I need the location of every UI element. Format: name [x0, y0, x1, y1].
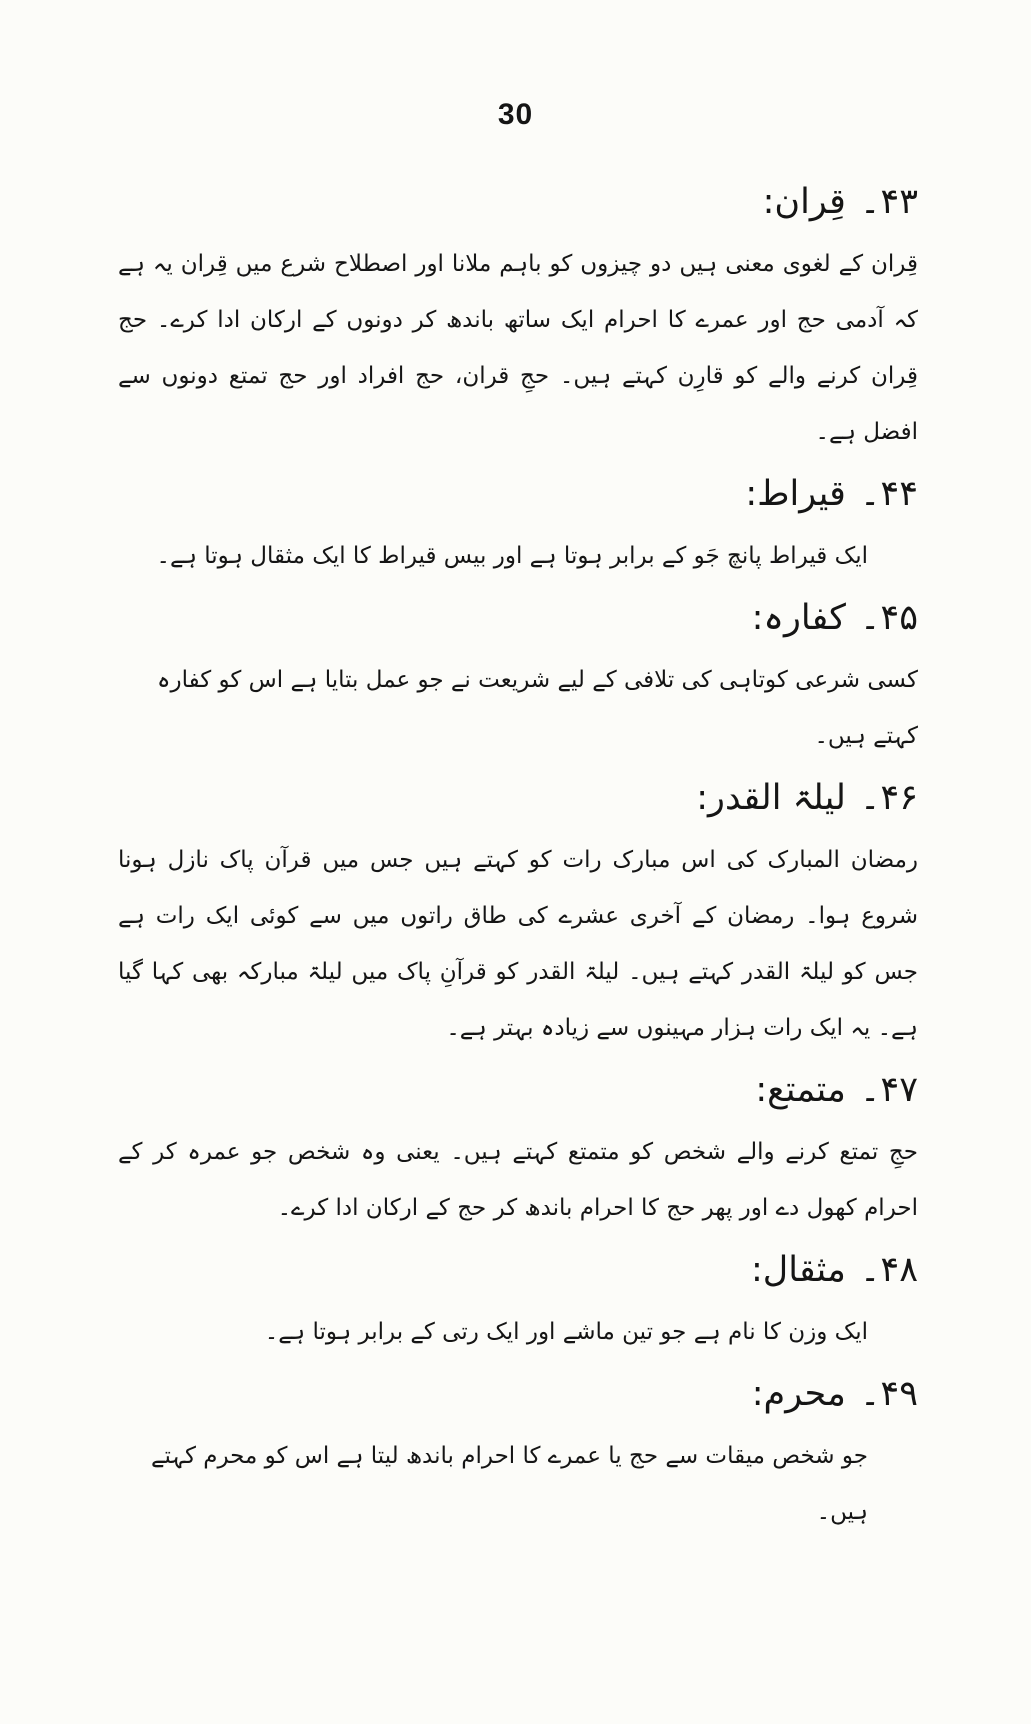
section-heading: [118, 590, 918, 652]
section-heading: [118, 770, 918, 832]
section-text: کسی شرعی کوتاہی کی تلافی کے لیے شریعت نے جو عمل بتایا ہے اس کو کفارہ کہتے ہیں۔: [157, 667, 918, 749]
section-heading: [118, 1242, 918, 1304]
section-number: ۴۳۔: [859, 182, 918, 222]
section-text: قِران کے لغوی معنی ہیں دو چیزوں کو باہم ملانا اور اصطلاح شرع میں قِران یہ ہے کہ آدمی حج اور عمرے کا احرام ایک ساتھ باندھ کر دونوں کے ارکان ادا کرے۔ حج قِران کرنے والے کو قارِن کہتے ہیں۔ حجِ قران، حج افراد اور حج تمتع دونوں سے افضل ہے۔: [118, 251, 918, 445]
section-title: قِران:: [762, 182, 846, 222]
section-heading: [118, 1366, 918, 1428]
section-title: محرم:: [751, 1374, 846, 1414]
section-text: جو شخص میقات سے حج یا عمرے کا احرام باندھ لیتا ہے اس کو محرم کہتے ہیں۔: [151, 1443, 868, 1525]
section-number: ۴۸۔: [859, 1250, 918, 1290]
section-text: ایک وزن کا نام ہے جو تین ماشے اور ایک رتی کے برابر ہوتا ہے۔: [264, 1319, 868, 1345]
section-number: ۴۷۔: [859, 1070, 918, 1110]
section-title: کفارہ:: [751, 598, 846, 638]
glossary-content: [118, 168, 918, 1540]
section-number: ۴۹۔: [859, 1374, 918, 1414]
section-heading: [118, 174, 918, 236]
section-title: قیراط:: [745, 474, 846, 514]
section-number: ۴۶۔: [859, 778, 918, 818]
section-title: لیلۃ القدر:: [696, 778, 846, 818]
section-text: ایک قیراط پانچ جَو کے برابر ہوتا ہے اور بیس قیراط کا ایک مثقال ہوتا ہے۔: [156, 543, 868, 569]
section-heading: [118, 1062, 918, 1124]
section-heading: [118, 466, 918, 528]
section-text: رمضان المبارک کی اس مبارک رات کو کہتے ہیں جس میں قرآن پاک نازل ہونا شروع ہوا۔ رمضان کے آخری عشرے کی طاق راتوں میں سے کوئی ایک رات ہے جس کو لیلۃ القدر کہتے ہیں۔ لیلۃ القدر کو قرآنِ پاک میں لیلۃ مبارکہ بھی کہا گیا ہے۔ یہ ایک رات ہزار مہینوں سے زیادہ بہتر ہے۔: [118, 847, 918, 1041]
section-title: مثقال:: [750, 1250, 846, 1290]
section-text: حجِ تمتع کرنے والے شخص کو متمتع کہتے ہیں۔ یعنی وہ شخص جو عمرہ کر کے احرام کھول دے اور پھر حج کا احرام باندھ کر حج کے ارکان ادا کرے۔: [118, 1139, 918, 1221]
section-number: ۴۴۔: [859, 474, 918, 514]
section-title: متمتع:: [755, 1070, 846, 1110]
page-number: 30: [497, 98, 534, 131]
section-number: ۴۵۔: [859, 598, 918, 638]
